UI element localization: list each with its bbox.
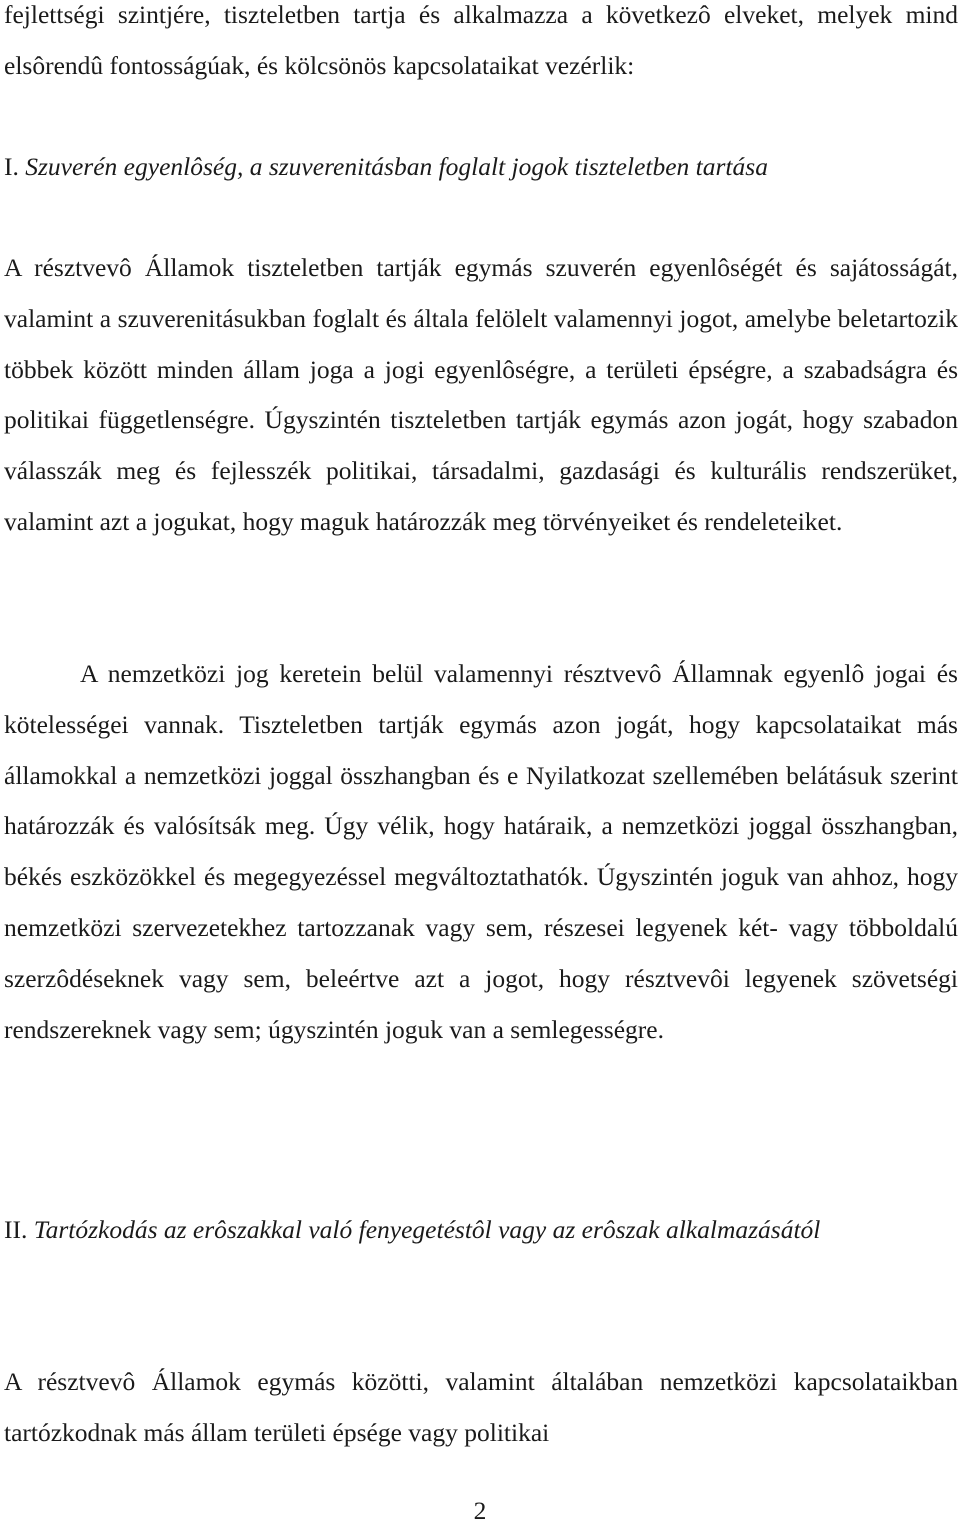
section-1-number: I. [4,152,19,181]
section-2-paragraph-1-text: A résztvevô Államok egymás közötti, valamint általában nemzetközi kapcsolataikban tartózkodnak más állam területi épsége vagy politikai [4,1367,958,1447]
intro-paragraph [4,0,958,92]
section-1-title: Szuverén egyenlôség, a szuverenitásban foglalt jogok tiszteletben tartása [25,152,768,181]
section-1-paragraph-1 [4,243,958,548]
page-number: 2 [473,1496,487,1525]
section-1-heading [4,142,958,193]
section-2-number: II. [4,1215,28,1244]
section-2-title: Tartózkodás az erôszakkal való fenyegetéstôl vagy az erôszak alkalmazásától [33,1215,821,1244]
section-1-paragraph-1-text: A résztvevô Államok tiszteletben tartják egymás szuverén egyenlôségét és sajátosságát, valamint a szuverenitásukban foglalt és általa felölelt valamennyi jogot, amelybe beletartozik többek között minden állam joga a jogi egyenlôségre, a területi épségre, a szabadságra és politikai függetlenségre. Úgyszintén tiszteletben tartják egymás azon jogát, hogy szabadon válasszák meg és fejlesszék politikai, társadalmi, gazdasági és kulturális rendszerüket, valamint azt a jogukat, hogy maguk határozzák meg törvényeiket és rendeleteiket. [4,253,958,536]
section-2-heading [4,1205,958,1256]
section-2-paragraph-1 [4,1357,958,1459]
section-1-paragraph-2 [4,649,958,1055]
section-1-paragraph-2-text: A nemzetközi jog keretein belül valamennyi résztvevô Államnak egyenlô jogai és kötelességei vannak. Tiszteletben tartják egymás azon jogát, hogy kapcsolataikat más államokkal a nemzetközi joggal összhangban és e Nyilatkozat szellemében belátásuk szerint határozzák és valósítsák meg. Úgy vélik, hogy határaik, a nemzetközi joggal összhangban, békés eszközökkel és megegyezéssel megváltoztathatók. Úgyszintén joguk van ahhoz, hogy nemzetközi szervezetekhez tartozzanak vagy sem, részesei legyenek két- vagy többoldalú szerzôdéseknek vagy sem, beleértve azt a jogot, hogy résztvevôi legyenek szövetségi rendszereknek vagy sem; úgyszintén joguk van a semlegességre. [4,659,958,1044]
intro-text: fejlettségi szintjére, tiszteletben tartja és alkalmazza a következô elveket, melyek mind elsôrendû fontosságúak, és kölcsönös kapcsolataikat vezérlik: [4,0,958,80]
